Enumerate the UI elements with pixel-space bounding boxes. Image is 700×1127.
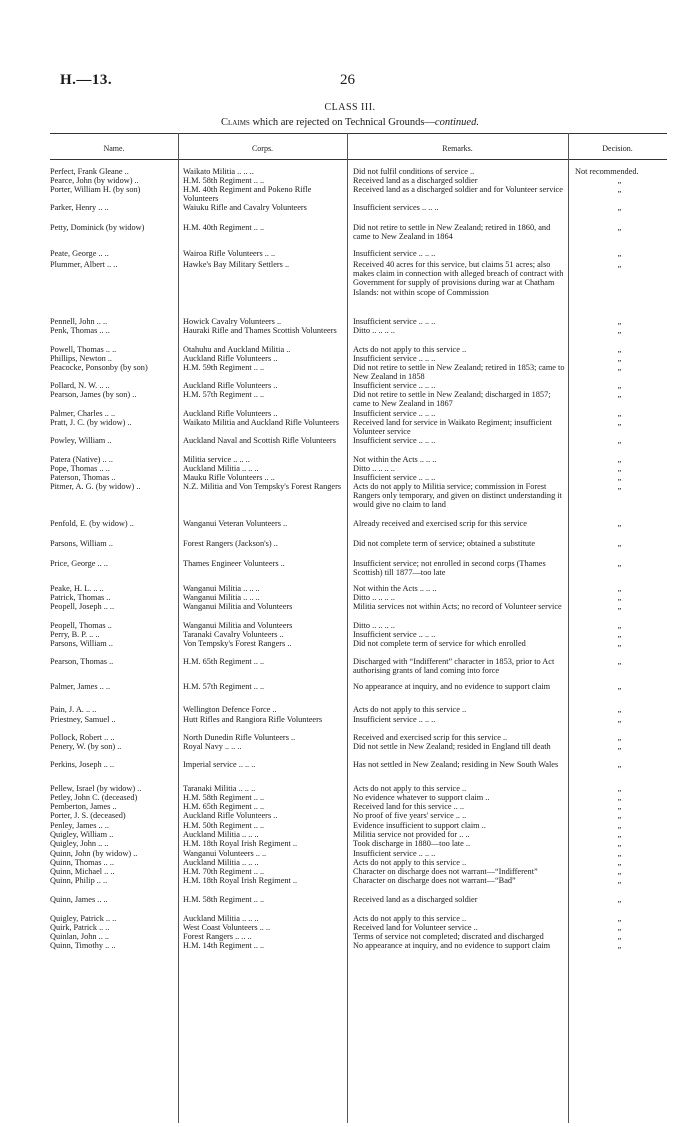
remarks-cell: Acts do not apply to this service .. — [353, 345, 467, 354]
corps-cell: Von Tempsky's Forest Rangers .. — [183, 639, 292, 648]
claimant-name: Peopell, Joseph .. .. — [50, 602, 115, 611]
remarks-cell: Took discharge in 1880—too late .. — [353, 839, 471, 848]
claimant-name: Quinn, Michael .. .. — [50, 867, 115, 876]
decision-cell: „ — [617, 858, 622, 867]
remarks-cell: Acts do not apply to this service .. — [353, 784, 467, 793]
corps-cell: Waiuku Rifle and Cavalry Volunteers — [183, 203, 307, 212]
remarks-cell: No appearance at inquiry, and no evidence to support claim — [353, 682, 551, 691]
corps-cell: H.M. 65th Regiment .. .. — [183, 657, 265, 666]
corps-cell: H.M. 18th Royal Irish Regiment .. — [183, 839, 298, 848]
corps-cell: Wellington Defence Force .. — [183, 705, 277, 714]
corps-cell: H.M. 57th Regiment .. .. — [183, 682, 265, 691]
remarks-cell: Has not settled in New Zealand; residing in New South Wales — [353, 760, 559, 769]
remarks-cell: No proof of five years' service .. .. — [353, 811, 467, 820]
decision-cell: „ — [617, 621, 622, 630]
claimant-name: Perry, B. P. .. .. — [50, 630, 100, 639]
decision-cell: „ — [617, 602, 622, 611]
claimant-name: Pratt, J. C. (by widow) .. — [50, 418, 132, 427]
corps-cell: Wanganui Militia and Volunteers — [183, 621, 293, 630]
remarks-cell: Character on discharge does not warrant—“Indifferent” — [353, 867, 538, 876]
corps-cell: Wairoa Rifle Volunteers .. .. — [183, 249, 276, 258]
remarks-cell: Acts do not apply to this service .. — [353, 858, 467, 867]
decision-cell: „ — [617, 354, 622, 363]
remarks-cell: Not within the Acts .. .. .. — [353, 584, 437, 593]
claimant-name: Quigley, Patrick .. .. — [50, 914, 117, 923]
remarks-cell: Received land as a discharged soldier — [353, 895, 478, 904]
claimant-name: Penk, Thomas .. .. — [50, 326, 110, 335]
claimant-name: Pennell, John .. .. — [50, 317, 108, 326]
decision-cell: „ — [617, 932, 622, 941]
corps-cell: Howick Cavalry Volunteers .. — [183, 317, 282, 326]
decision-cell: „ — [617, 519, 622, 528]
corps-cell: West Coast Volunteers .. .. — [183, 923, 271, 932]
remarks-cell: Insufficient service .. .. .. — [353, 849, 436, 858]
column-divider — [568, 133, 569, 1123]
corps-cell: H.M. 18th Royal Irish Regiment .. — [183, 876, 298, 885]
remarks-cell: No appearance at inquiry, and no evidence to support claim — [353, 941, 551, 950]
claimant-name: Pearson, James (by son) .. — [50, 390, 137, 399]
decision-cell: „ — [617, 464, 622, 473]
claimant-name: Quinn, John (by widow) .. — [50, 849, 138, 858]
claimant-name: Parker, Henry .. .. — [50, 203, 109, 212]
corps-cell: Militia service .. .. .. — [183, 455, 250, 464]
claimant-name: Petley, John C. (deceased) — [50, 793, 138, 802]
remarks-cell: Did not fulfil conditions of service .. — [353, 167, 475, 176]
caption-main: which are rejected on Technical Grounds— — [249, 117, 435, 128]
claimant-name: Patera (Native) .. .. — [50, 455, 113, 464]
corps-cell: Wanganui Militia .. .. .. — [183, 584, 260, 593]
claimant-name: Peate, George .. .. — [50, 249, 109, 258]
remarks-cell: Received land for Volunteer service .. — [353, 923, 478, 932]
corps-cell: H.M. 58th Regiment .. .. — [183, 176, 265, 185]
claimant-name: Quirk, Patrick .. .. — [50, 923, 110, 932]
corps-cell: Wanganui Volunteers .. .. — [183, 849, 267, 858]
corps-cell: H.M. 70th Regiment .. .. — [183, 867, 265, 876]
decision-cell: „ — [617, 317, 622, 326]
decision-cell: „ — [617, 345, 622, 354]
decision-cell: „ — [617, 876, 622, 885]
decision-cell: „ — [617, 473, 622, 482]
remarks-cell: Not within the Acts .. .. .. — [353, 455, 437, 464]
page-number: 26 — [340, 72, 355, 88]
remarks-cell: Insufficient service .. .. .. — [353, 317, 436, 326]
claimant-name: Perkins, Joseph .. .. — [50, 760, 115, 769]
remarks-cell: Did not settle in New Zealand; resided in England till death — [353, 742, 551, 751]
remarks-cell: Insufficient service .. .. .. — [353, 381, 436, 390]
decision-cell: „ — [617, 839, 622, 848]
corps-cell: H.M. 57th Regiment .. .. — [183, 390, 265, 399]
corps-cell: N.Z. Militia and Von Tempsky's Forest Rangers — [183, 482, 342, 491]
decision-cell: „ — [617, 742, 622, 751]
decision-cell: „ — [617, 733, 622, 742]
corps-cell: Hawke's Bay Military Settlers .. — [183, 260, 290, 269]
corps-cell: Auckland Militia .. .. .. — [183, 858, 259, 867]
remarks-cell: Militia service not provided for .. .. — [353, 830, 470, 839]
corps-cell: H.M. 59th Regiment .. .. — [183, 363, 265, 372]
corps-cell: Otahuhu and Auckland Militia .. — [183, 345, 291, 354]
corps-cell: Waikato Militia .. .. .. — [183, 167, 254, 176]
remarks-cell: Did not retire to settle in New Zealand; retired in 1860, and came to New Zealand in 1864 — [353, 223, 551, 242]
remarks-cell: Did not retire to settle in New Zealand; discharged in 1857; came to New Zealand in 1867 — [353, 390, 551, 409]
corps-cell: Waikato Militia and Auckland Rifle Volunteers — [183, 418, 339, 427]
remarks-cell: Evidence insufficient to support claim .. — [353, 821, 486, 830]
claimant-name: Palmer, Charles .. .. — [50, 409, 116, 418]
corps-cell: North Dunedin Rifle Volunteers .. — [183, 733, 296, 742]
column-divider — [178, 133, 179, 1123]
column-header-remarks: Remarks. — [442, 144, 473, 153]
decision-cell: „ — [617, 760, 622, 769]
decision-cell: „ — [617, 482, 622, 491]
decision-cell: „ — [617, 849, 622, 858]
table-caption — [0, 117, 700, 128]
column-header-corps: Corps. — [251, 144, 274, 153]
decision-cell: „ — [617, 802, 622, 811]
decision-cell: „ — [617, 203, 622, 212]
decision-cell: „ — [617, 682, 622, 691]
decision-cell: „ — [617, 630, 622, 639]
claimant-name: Perfect, Frank Gleane .. — [50, 167, 129, 176]
decision-cell: „ — [617, 559, 622, 568]
decision-cell: „ — [617, 821, 622, 830]
claimant-name: Plummer, Albert .. .. — [50, 260, 118, 269]
remarks-cell: Insufficient service .. .. .. — [353, 473, 436, 482]
corps-cell: Auckland Rifle Volunteers .. — [183, 354, 278, 363]
decision-cell: „ — [617, 249, 622, 258]
decision-cell: „ — [617, 639, 622, 648]
class-title: CLASS III. — [324, 102, 376, 113]
claimant-name: Quinn, Timothy .. .. — [50, 941, 116, 950]
remarks-cell: Already received and exercised scrip for this service — [353, 519, 527, 528]
corps-cell: Thames Engineer Volunteers .. — [183, 559, 285, 568]
decision-cell: „ — [617, 363, 622, 372]
remarks-cell: Ditto .. .. .. .. — [353, 464, 395, 473]
claimant-name: Peake, H. L. .. .. — [50, 584, 104, 593]
corps-cell: Auckland Militia .. .. .. — [183, 464, 259, 473]
corps-cell: Taranaki Cavalry Volunteers .. — [183, 630, 284, 639]
claimant-name: Petty, Dominick (by widow) — [50, 223, 145, 232]
remarks-cell: Militia services not within Acts; no record of Volunteer service — [353, 602, 562, 611]
remarks-cell: Discharged with “Indifferent” character in 1853, prior to Act authorising grants of land coming into force — [353, 657, 555, 676]
corps-cell: Auckland Rifle Volunteers .. — [183, 811, 278, 820]
corps-cell: Forest Rangers (Jackson's) .. — [183, 539, 278, 548]
corps-cell: H.M. 65th Regiment .. .. — [183, 802, 265, 811]
claimant-name: Price, George .. .. — [50, 559, 108, 568]
remarks-cell: Insufficient service .. .. .. — [353, 409, 436, 418]
claimant-name: Pemberton, James .. — [50, 802, 117, 811]
remarks-cell: Ditto .. .. .. .. — [353, 593, 395, 602]
corps-cell: Auckland Naval and Scottish Rifle Volunteers — [183, 436, 336, 445]
table-top-rule — [50, 133, 667, 134]
caption-smallcaps: Claims — [221, 117, 250, 128]
corps-cell: Wanganui Militia .. .. .. — [183, 593, 260, 602]
decision-cell: „ — [617, 326, 622, 335]
remarks-cell: Received 40 acres for this service, but claims 51 acres; also makes claim in connection with alleged breach of contract with Government for supply of provisions during war at Chatham Islands: not within scope of Commission — [353, 260, 564, 297]
claimant-name: Pollard, N. W. .. .. — [50, 381, 110, 390]
remarks-cell: Ditto .. .. .. .. — [353, 621, 395, 630]
remarks-cell: Did not complete term of service; obtained a substitute — [353, 539, 536, 548]
claimant-name: Penley, James .. .. — [50, 821, 109, 830]
column-header-decision: Decision. — [602, 144, 633, 153]
corps-cell: H.M. 14th Regiment .. .. — [183, 941, 265, 950]
remarks-cell: Received and exercised scrip for this service .. — [353, 733, 508, 742]
claimant-name: Powell, Thomas .. .. — [50, 345, 117, 354]
decision-cell: „ — [617, 657, 622, 666]
column-divider — [347, 133, 348, 1123]
corps-cell: Royal Navy .. .. .. — [183, 742, 242, 751]
corps-cell: H.M. 58th Regiment .. .. — [183, 793, 265, 802]
claimant-name: Parsons, William .. — [50, 539, 113, 548]
decision-cell: „ — [617, 390, 622, 399]
decision-cell: „ — [617, 941, 622, 950]
decision-cell: „ — [617, 436, 622, 445]
decision-cell: „ — [617, 539, 622, 548]
claimant-name: Pitmer, A. G. (by widow) .. — [50, 482, 141, 491]
remarks-cell: Did not complete term of service for which enrolled — [353, 639, 526, 648]
page-reference: H.—13. — [60, 72, 113, 88]
claimant-name: Quinn, Philip .. .. — [50, 876, 108, 885]
remarks-cell: No evidence whatever to support claim .. — [353, 793, 490, 802]
claimant-name: Powley, William .. — [50, 436, 112, 445]
claimant-name: Patrick, Thomas .. — [50, 593, 111, 602]
claimant-name: Paterson, Thomas .. — [50, 473, 116, 482]
claimant-name: Palmer, James .. .. — [50, 682, 111, 691]
remarks-cell: Insufficient service .. .. .. — [353, 354, 436, 363]
decision-cell: „ — [617, 409, 622, 418]
corps-cell: Hauraki Rifle and Thames Scottish Volunteers — [183, 326, 337, 335]
corps-cell: Auckland Militia .. .. .. — [183, 830, 259, 839]
decision-cell: „ — [617, 705, 622, 714]
decision-cell: „ — [617, 830, 622, 839]
corps-cell: Auckland Militia .. .. .. — [183, 914, 259, 923]
decision-cell: „ — [617, 593, 622, 602]
corps-cell: Imperial service .. .. .. — [183, 760, 256, 769]
corps-cell: Wanganui Veteran Volunteers .. — [183, 519, 288, 528]
remarks-cell: Did not retire to settle in New Zealand; retired in 1853; came to New Zealand in 1858 — [353, 363, 565, 382]
claimant-name: Quinlan, John .. .. — [50, 932, 109, 941]
remarks-cell: Insufficient service; not enrolled in second corps (Thames Scottish) till 1877—too late — [353, 559, 546, 578]
claimant-name: Quigley, William .. — [50, 830, 114, 839]
claimant-name: Parsons, William .. — [50, 639, 113, 648]
corps-cell: H.M. 40th Regiment and Pokeno Rifle Volunteers — [183, 185, 312, 204]
corps-cell: H.M. 50th Regiment .. .. — [183, 821, 265, 830]
caption-italic: continued. — [434, 117, 479, 128]
claimant-name: Phillips, Newton .. — [50, 354, 112, 363]
remarks-cell: Acts do not apply to this service .. — [353, 705, 467, 714]
remarks-cell: Terms of service not completed; discrated and discharged — [353, 932, 544, 941]
decision-cell: „ — [617, 381, 622, 390]
decision-cell: „ — [617, 867, 622, 876]
claimant-name: Pollock, Robert .. .. — [50, 733, 115, 742]
decision-cell: „ — [617, 715, 622, 724]
claimant-name: Porter, J. S. (deceased) — [50, 811, 126, 820]
claimant-name: Priestney, Samuel .. — [50, 715, 116, 724]
claimant-name: Pearson, Thomas .. — [50, 657, 114, 666]
corps-cell: Wanganui Militia and Volunteers — [183, 602, 293, 611]
remarks-cell: Insufficient service .. .. .. — [353, 715, 436, 724]
claimant-name: Quigley, John .. .. — [50, 839, 109, 848]
remarks-cell: Received land for this service .. .. — [353, 802, 465, 811]
claimant-name: Pellew, Israel (by widow) .. — [50, 784, 142, 793]
remarks-cell: Received land as a discharged soldier and for Volunteer service — [353, 185, 563, 194]
remarks-cell: Insufficient service .. .. .. — [353, 249, 436, 258]
decision-cell: „ — [617, 418, 622, 427]
claimant-name: Quinn, Thomas .. .. — [50, 858, 114, 867]
remarks-cell: Insufficient service .. .. .. — [353, 436, 436, 445]
decision-cell: Not recommended. — [575, 167, 639, 176]
remarks-cell: Received land for service in Waikato Regiment; insufficient Volunteer service — [353, 418, 552, 437]
header-bottom-rule — [50, 159, 667, 160]
corps-cell: Hutt Rifles and Rangiora Rifle Volunteers — [183, 715, 323, 724]
claimant-name: Penfold, E. (by widow) .. — [50, 519, 134, 528]
decision-cell: „ — [617, 176, 622, 185]
decision-cell: „ — [617, 185, 622, 194]
claimant-name: Quinn, James .. .. — [50, 895, 108, 904]
corps-cell: Mauku Rifle Volunteers .. .. — [183, 473, 275, 482]
decision-cell: „ — [617, 455, 622, 464]
remarks-cell: Received land as a discharged soldier — [353, 176, 478, 185]
remarks-cell: Ditto .. .. .. .. — [353, 326, 395, 335]
decision-cell: „ — [617, 895, 622, 904]
corps-cell: Taranaki Militia .. .. .. — [183, 784, 256, 793]
corps-cell: Forest Rangers .. .. .. — [183, 932, 252, 941]
corps-cell: Auckland Rifle Volunteers .. — [183, 381, 278, 390]
decision-cell: „ — [617, 223, 622, 232]
decision-cell: „ — [617, 784, 622, 793]
claimant-name: Pearce, John (by widow) .. — [50, 176, 139, 185]
decision-cell: „ — [617, 811, 622, 820]
claimant-name: Pain, J. A. .. .. — [50, 705, 97, 714]
claimant-name: Porter, William H. (by son) — [50, 185, 141, 194]
remarks-cell: Character on discharge does not warrant—“Bad” — [353, 876, 516, 885]
remarks-cell: Insufficient service .. .. .. — [353, 630, 436, 639]
corps-cell: H.M. 58th Regiment .. .. — [183, 895, 265, 904]
decision-cell: „ — [617, 923, 622, 932]
corps-cell: H.M. 40th Regiment .. .. — [183, 223, 265, 232]
remarks-cell: Acts do not apply to this service .. — [353, 914, 467, 923]
decision-cell: „ — [617, 584, 622, 593]
claimant-name: Pope, Thomas .. .. — [50, 464, 110, 473]
remarks-cell: Acts do not apply to Militia service; commission in Forest Rangers only temporary, and given on distinct understanding it would give no claim to land — [353, 482, 562, 510]
claimant-name: Penery, W. (by son) .. — [50, 742, 122, 751]
corps-cell: Auckland Rifle Volunteers .. — [183, 409, 278, 418]
decision-cell: „ — [617, 260, 622, 269]
claimant-name: Peopell, Thomas .. — [50, 621, 112, 630]
remarks-cell: Insufficient services .. .. .. — [353, 203, 439, 212]
decision-cell: „ — [617, 793, 622, 802]
claimant-name: Peacocke, Ponsonby (by son) — [50, 363, 148, 372]
decision-cell: „ — [617, 914, 622, 923]
column-header-name: Name. — [103, 144, 125, 153]
